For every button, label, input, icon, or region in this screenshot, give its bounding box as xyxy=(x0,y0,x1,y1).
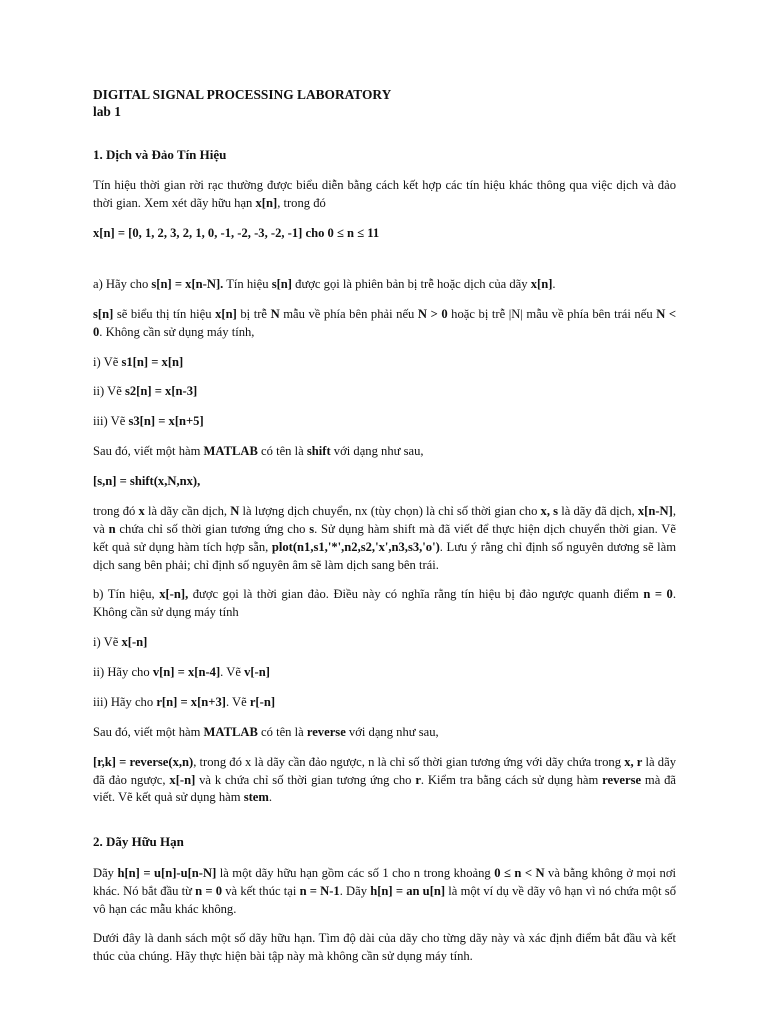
part-b-statement: b) Tín hiệu, x[-n], được gọi là thời gian đảo. Điều này có nghĩa rằng tín hiệu bị đảo ngược quanh điểm n = 0. Không cần sử dụng máy tính xyxy=(93,587,677,620)
sequence-equation: x[n] = [0, 1, 2, 3, 2, 1, 0, -1, -2, -3, -2, -1] cho 0 ≤ n ≤ 11 xyxy=(93,226,380,241)
reverse-function-intro: Sau đó, viết một hàm MATLAB có tên là reverse với dạng như sau, xyxy=(93,724,439,739)
document-subtitle: lab 1 xyxy=(93,104,121,120)
part-a-item-1: i) Vẽ s1[n] = x[n] xyxy=(93,354,184,369)
section-2-heading: 2. Dãy Hữu Hạn xyxy=(93,834,184,850)
document-title: DIGITAL SIGNAL PROCESSING LABORATORY xyxy=(93,87,392,102)
shift-function-intro: Sau đó, viết một hàm MATLAB có tên là shift với dạng như sau, xyxy=(93,444,424,459)
reverse-function-description: [r,k] = reverse(x,n), trong đó x là dãy cần đảo ngược, n là chỉ số thời gian tương ứng với dãy chứa trong x, r là dãy đã đảo ngược, x[-n] và k chứa chỉ số thời gian tương ứng cho r. Kiểm tra bằng cách sử dụng hàm reverse mà đã viết. Vẽ kết quả sử dụng hàm stem. xyxy=(93,754,676,805)
section-1-intro: Tín hiệu thời gian rời rạc thường được biểu diễn bằng cách kết hợp các tín hiệu khác thông qua việc dịch và đảo thời gian. Xem xét dãy hữu hạn x[n], trong đó xyxy=(93,178,676,211)
exercise-instructions: Dưới đây là danh sách một số dãy hữu hạn. Tìm độ dài của dãy cho từng dãy này và xác định điểm bắt đầu và kết thúc của chúng. Hãy thực hiện bài tập này mà không cần sử dụng máy tính. xyxy=(93,931,676,964)
section-1-heading: 1. Dịch và Đảo Tín Hiệu xyxy=(93,146,227,162)
part-b-item-2: ii) Hãy cho v[n] = x[n-4]. Vẽ v[-n] xyxy=(93,665,270,680)
part-a-item-3: iii) Vẽ s3[n] = x[n+5] xyxy=(93,414,204,429)
part-a-description: s[n] sẽ biểu thị tín hiệu x[n] bị trễ N mẫu về phía bên phải nếu N > 0 hoặc bị trễ |N| mẫu về phía bên trái nếu N < 0. Không cần sử dụng máy tính, xyxy=(93,306,677,339)
part-a-statement: a) Hãy cho s[n] = x[n-N]. Tín hiệu s[n] được gọi là phiên bản bị trễ hoặc dịch của dãy x[n]. xyxy=(93,276,556,291)
shift-function-signature: [s,n] = shift(x,N,nx), xyxy=(93,474,201,489)
part-b-item-3: iii) Hãy cho r[n] = x[n+3]. Vẽ r[-n] xyxy=(93,694,276,709)
part-a-item-2: ii) Vẽ s2[n] = x[n-3] xyxy=(93,384,198,399)
part-b-item-1: i) Vẽ x[-n] xyxy=(93,635,148,650)
shift-function-description: trong đó x là dãy cần dịch, N là lượng dịch chuyển, nx (tùy chọn) là chỉ số thời gian cho x, s là dãy đã dịch, x[n-N], và n chứa chỉ số thời gian tương ứng cho s. Sử dụng hàm shift mà đã viết để thực hiện dịch chuyển thời gian. Vẽ kết quả sử dụng hàm tích hợp sẵn, plot(n1,s1,'*',n2,s2,'x',n3,s3,'o'). Lưu ý rằng chỉ định số nguyên dương sẽ làm dịch sang bên phải; chỉ định số nguyên âm sẽ làm dịch sang bên trái. xyxy=(93,503,676,572)
finite-sequence-definition: Dãy h[n] = u[n]-u[n-N] là một dãy hữu hạn gồm các số 1 cho n trong khoảng 0 ≤ n < N và bằng không ở mọi nơi khác. Nó bắt đầu từ n = 0 và kết thúc tại n = N-1. Dãy h[n] = an u[n] là một ví dụ về dãy vô hạn vì nó chứa một số vô hạn các mẫu khác không. xyxy=(93,865,676,916)
